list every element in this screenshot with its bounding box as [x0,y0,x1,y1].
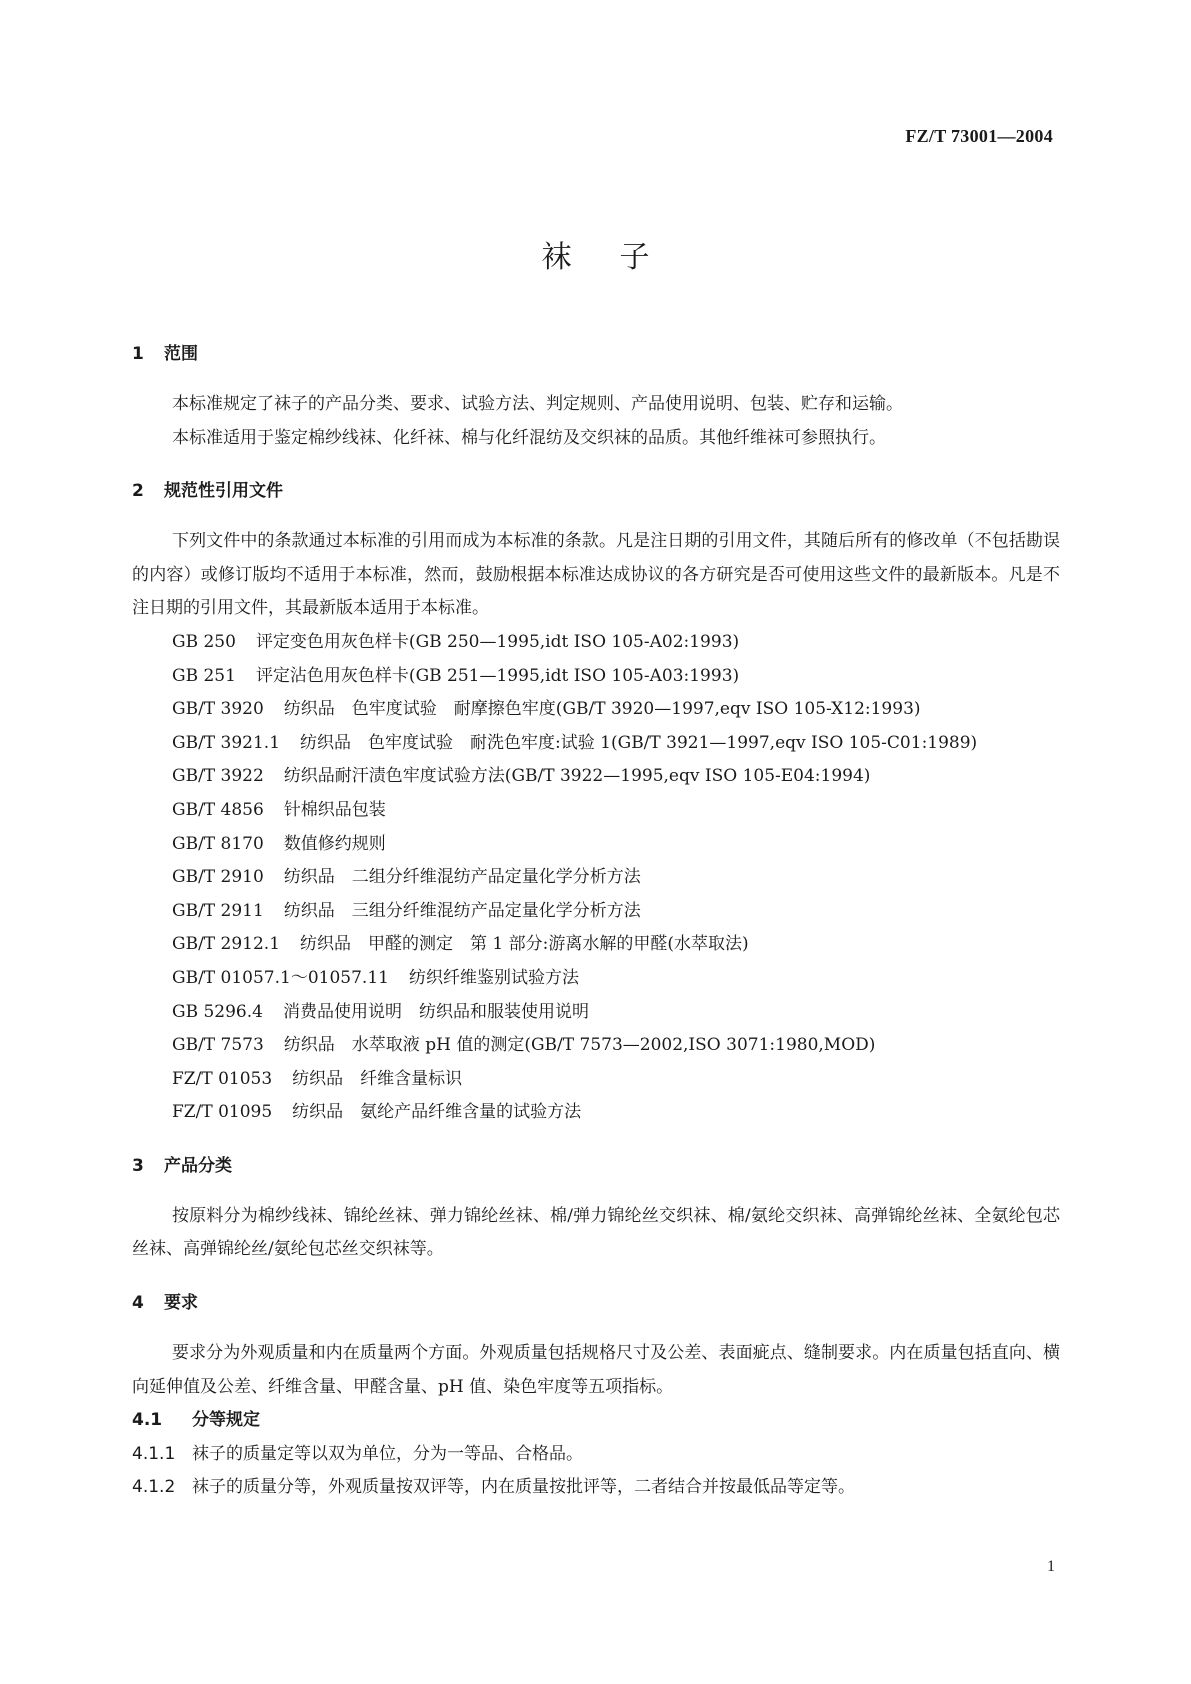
reference-item [132,1096,1060,1130]
reference-code: GB/T 01057.1～01057.11 [172,967,389,988]
paragraph: 本标准规定了袜子的产品分类、要求、试验方法、判定规则、产品使用说明、包装、贮存和运输。 [172,394,903,414]
paragraph: 按原料分为棉纱线袜、锦纶丝袜、弹力锦纶丝袜、棉/弹力锦纶丝交织袜、棉/氨纶交织袜、高弹锦纶丝袜、全氨纶包芯丝袜、高弹锦纶丝/氨纶包芯丝交织袜等。 [132,1205,1060,1260]
clause-item [132,1471,1060,1505]
reference-item [132,660,1060,694]
document-body [132,340,1060,1505]
reference-title: 纺织纤维鉴别试验方法 [408,967,579,988]
reference-item [132,794,1060,828]
section-title: 要求 [164,1293,198,1314]
reference-code: GB/T 2912.1 [172,934,281,955]
reference-title: 评定变色用灰色样卡(GB 250—1995,idt ISO 105-A02:1993) [255,631,740,652]
reference-code: GB/T 3920 [172,699,264,720]
reference-list [132,626,1060,1130]
section-number: 1 [132,344,144,364]
section-title: 规范性引用文件 [164,481,283,502]
document-title: 袜子 [541,240,698,275]
reference-code: GB/T 8170 [172,833,264,854]
reference-item [132,828,1060,862]
reference-code: GB/T 2911 [172,900,264,921]
subsection-title: 分等规定 [192,1410,260,1431]
section-2-heading [132,477,1060,505]
reference-code: GB/T 7573 [172,1035,264,1056]
section-1-heading [132,340,1060,368]
reference-title: 针棉织品包装 [283,799,386,820]
reference-code: GB 251 [172,665,236,686]
reference-title: 数值修约规则 [283,833,386,854]
clause-text: 袜子的质量定等以双为单位，分为一等品、合格品。 [192,1443,583,1464]
paragraph: 下列文件中的条款通过本标准的引用而成为本标准的条款。凡是注日期的引用文件，其随后所有的修改单（不包括勘误的内容）或修订版均不适用于本标准，然而，鼓励根据本标准达成协议的各方研究是否可使用这些文件的最新版本。凡是不注日期的引用文件，其最新版本适用于本标准。 [132,531,1060,619]
clause-number: 4.1.1 [132,1443,176,1464]
reference-code: GB/T 4856 [172,799,264,820]
section-title: 产品分类 [164,1155,232,1176]
reference-title: 评定沾色用灰色样卡(GB 251—1995,idt ISO 105-A03:1993) [255,665,740,686]
clause-text: 袜子的质量分等，外观质量按双评等，内在质量按批评等，二者结合并按最低品等定等。 [192,1477,855,1498]
reference-title: 纺织品 氨纶产品纤维含量的试验方法 [292,1102,582,1123]
reference-code: GB/T 2910 [172,867,264,888]
paragraph: 要求分为外观质量和内在质量两个方面。外观质量包括规格尺寸及公差、表面疵点、缝制要求。内在质量包括直向、横向延伸值及公差、纤维含量、甲醛含量、pH 值、染色牢度等五项指标。 [132,1343,1060,1397]
reference-code: GB/T 3921.1 [172,732,281,753]
reference-title: 纺织品 色牢度试验 耐摩擦色牢度(GB/T 3920—1997,eqv ISO 105-X12:1993) [283,699,921,720]
reference-item [132,760,1060,794]
section-3-heading [132,1152,1060,1180]
reference-title: 纺织品 水萃取液 pH 值的测定(GB/T 7573—2002,ISO 3071:1980,MOD) [283,1035,876,1056]
reference-code: GB 250 [172,631,236,652]
section-4-heading [132,1289,1060,1317]
reference-item [132,1029,1060,1063]
section-number: 3 [132,1155,144,1176]
reference-title: 纺织品 纤维含量标识 [292,1068,463,1089]
section-number: 2 [132,481,144,502]
reference-item [132,996,1060,1030]
reference-code: GB/T 3922 [172,766,264,787]
reference-item [132,928,1060,962]
reference-item [132,1063,1060,1097]
page-number: 1 [1047,1558,1055,1575]
reference-code: FZ/T 01095 [172,1102,273,1123]
reference-item [132,962,1060,996]
reference-title: 消费品使用说明 纺织品和服装使用说明 [282,1001,589,1022]
reference-title: 纺织品 甲醛的测定 第 1 部分:游离水解的甲醛(水萃取法) [300,934,749,955]
reference-title: 纺织品耐汗渍色牢度试验方法(GB/T 3922—1995,eqv ISO 105-E04:1994) [283,766,871,787]
paragraph: 本标准适用于鉴定棉纱线袜、化纤袜、棉与化纤混纺及交织袜的品质。其他纤维袜可参照执行。 [172,427,886,448]
subsection-number: 4.1 [132,1410,163,1431]
section-title: 范围 [164,344,198,364]
subsection-4-1-heading [132,1404,1060,1438]
reference-item [132,895,1060,929]
reference-code: FZ/T 01053 [172,1068,273,1089]
clause-item [132,1438,1060,1472]
reference-title: 纺织品 色牢度试验 耐洗色牢度:试验 1(GB/T 3921—1997,eqv ISO 105-C01:1989) [300,732,978,753]
reference-item [132,861,1060,895]
section-number: 4 [132,1293,144,1314]
reference-title: 纺织品 二组分纤维混纺产品定量化学分析方法 [283,867,641,888]
reference-code: GB 5296.4 [172,1001,263,1022]
reference-title: 纺织品 三组分纤维混纺产品定量化学分析方法 [283,900,641,921]
reference-item [132,727,1060,761]
reference-item [132,626,1060,660]
reference-item [132,693,1060,727]
standard-number: FZ/T 73001—2004 [905,126,1053,146]
clause-number: 4.1.2 [132,1477,176,1498]
